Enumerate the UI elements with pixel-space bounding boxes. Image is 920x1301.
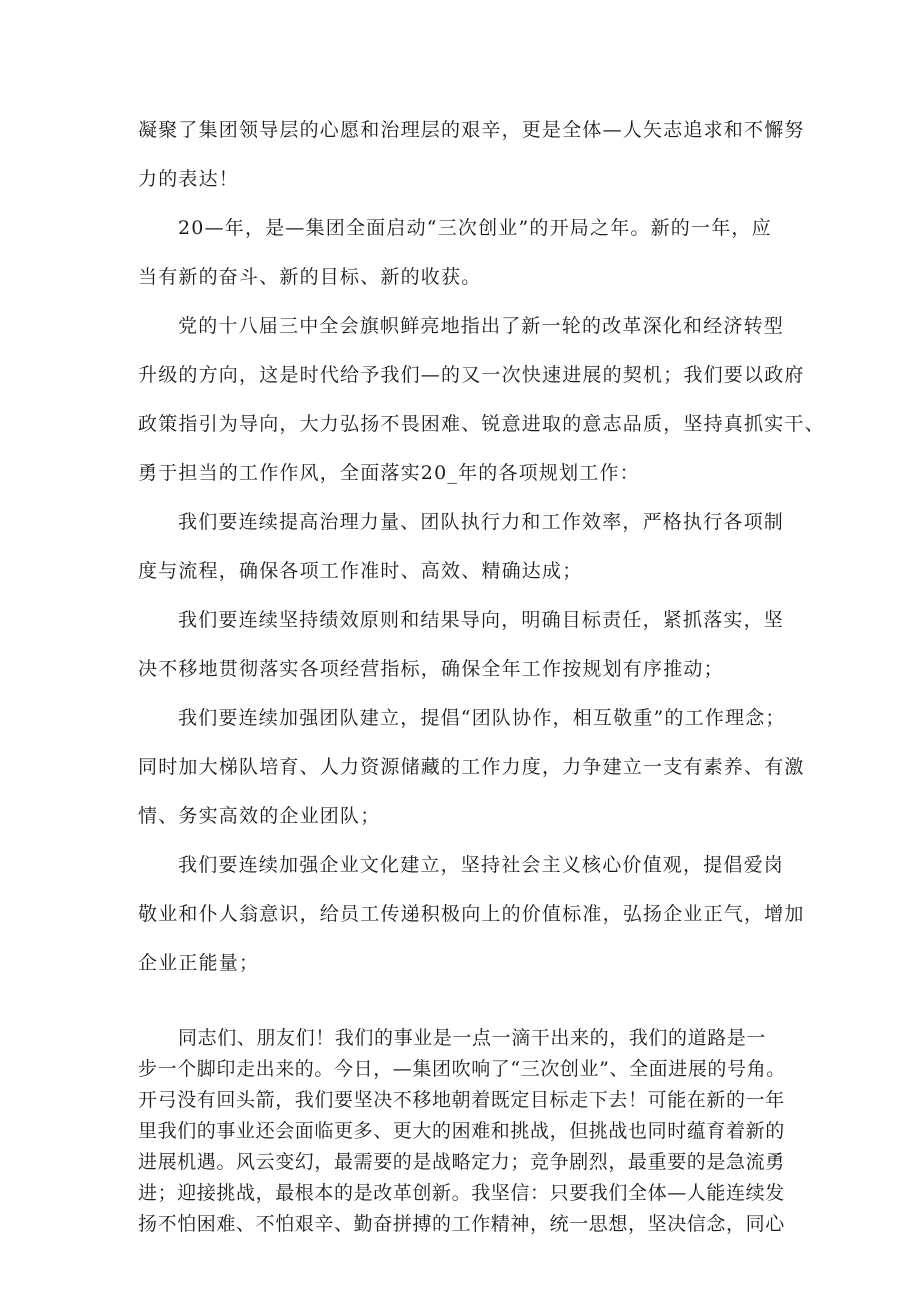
text-line: 我们要连续坚持绩效原则和结果导向，明确目标责任，紧抓落实，坚 xyxy=(178,609,785,631)
text-line: 我们要连续加强团队建立，提倡“团队协作，相互敬重”的工作理念； xyxy=(178,707,786,729)
text-line: 我们要连续提高治理力量、团队执行力和工作效率，严格执行各项制 xyxy=(178,511,785,533)
text-line: 勇于担当的工作作风，全面落实20_年的各项规划工作： xyxy=(138,462,640,484)
text-line: 党的十八届三中全会旗帜鲜亮地指出了新一轮的改革深化和经济转型 xyxy=(178,315,785,337)
text-line: 20—年，是—集团全面启动“三次创业”的开局之年。新的一年，应 xyxy=(178,217,772,239)
text-line: 进展机遇。风云变幻，最需要的是战略定力；竞争剧烈，最重要的是急流勇 xyxy=(138,1151,785,1173)
text-line: 同志们、朋友们！我们的事业是一点一滴干出来的，我们的道路是一 xyxy=(178,1027,767,1049)
text-line: 扬不怕困难、不怕艰辛、勤奋拼搏的工作精神，统一思想，坚决信念，同心 xyxy=(138,1213,785,1235)
text-line: 升级的方向，这是时代给予我们—的又一次快速进展的契机；我们要以政府 xyxy=(138,364,805,386)
text-line: 企业正能量； xyxy=(138,952,260,974)
text-line: 力的表达！ xyxy=(138,168,240,190)
text-line: 我们要连续加强企业文化建立，坚持社会主义核心价值观，提倡爱岗 xyxy=(178,854,785,876)
text-line: 决不移地贯彻落实各项经营指标，确保全年工作按规划有序推动； xyxy=(138,658,724,680)
text-line: 度与流程，确保各项工作准时、高效、精确达成； xyxy=(138,560,583,582)
text-line: 里我们的事业还会面临更多、更大的困难和挑战，但挑战也同时蕴育着新的 xyxy=(138,1120,785,1142)
text-line: 步一个脚印走出来的。今日，—集团吹响了“三次创业”、全面进展的号角。 xyxy=(138,1058,786,1080)
text-line: 敬业和仆人翁意识，给员工传递积极向上的价值标准，弘扬企业正气，增加 xyxy=(138,903,805,925)
text-line: 凝聚了集团领导层的心愿和治理层的艰辛，更是全体—人矢志追求和不懈努 xyxy=(138,119,805,141)
text-line: 开弓没有回头箭，我们要坚决不移地朝着既定目标走下去！可能在新的一年 xyxy=(138,1089,785,1111)
text-line: 情、务实高效的企业团队； xyxy=(138,805,381,827)
text-line: 同时加大梯队培育、人力资源储藏的工作力度，力争建立一支有素养、有激 xyxy=(138,756,805,778)
text-line: 进；迎接挑战，最根本的是改革创新。我坚信：只要我们全体—人能连续发 xyxy=(138,1182,785,1204)
text-line: 政策指引为导向，大力弘扬不畏困难、锐意进取的意志品质，坚持真抓实干、 xyxy=(138,413,825,435)
text-line: 当有新的奋斗、新的目标、新的收获。 xyxy=(138,266,482,288)
